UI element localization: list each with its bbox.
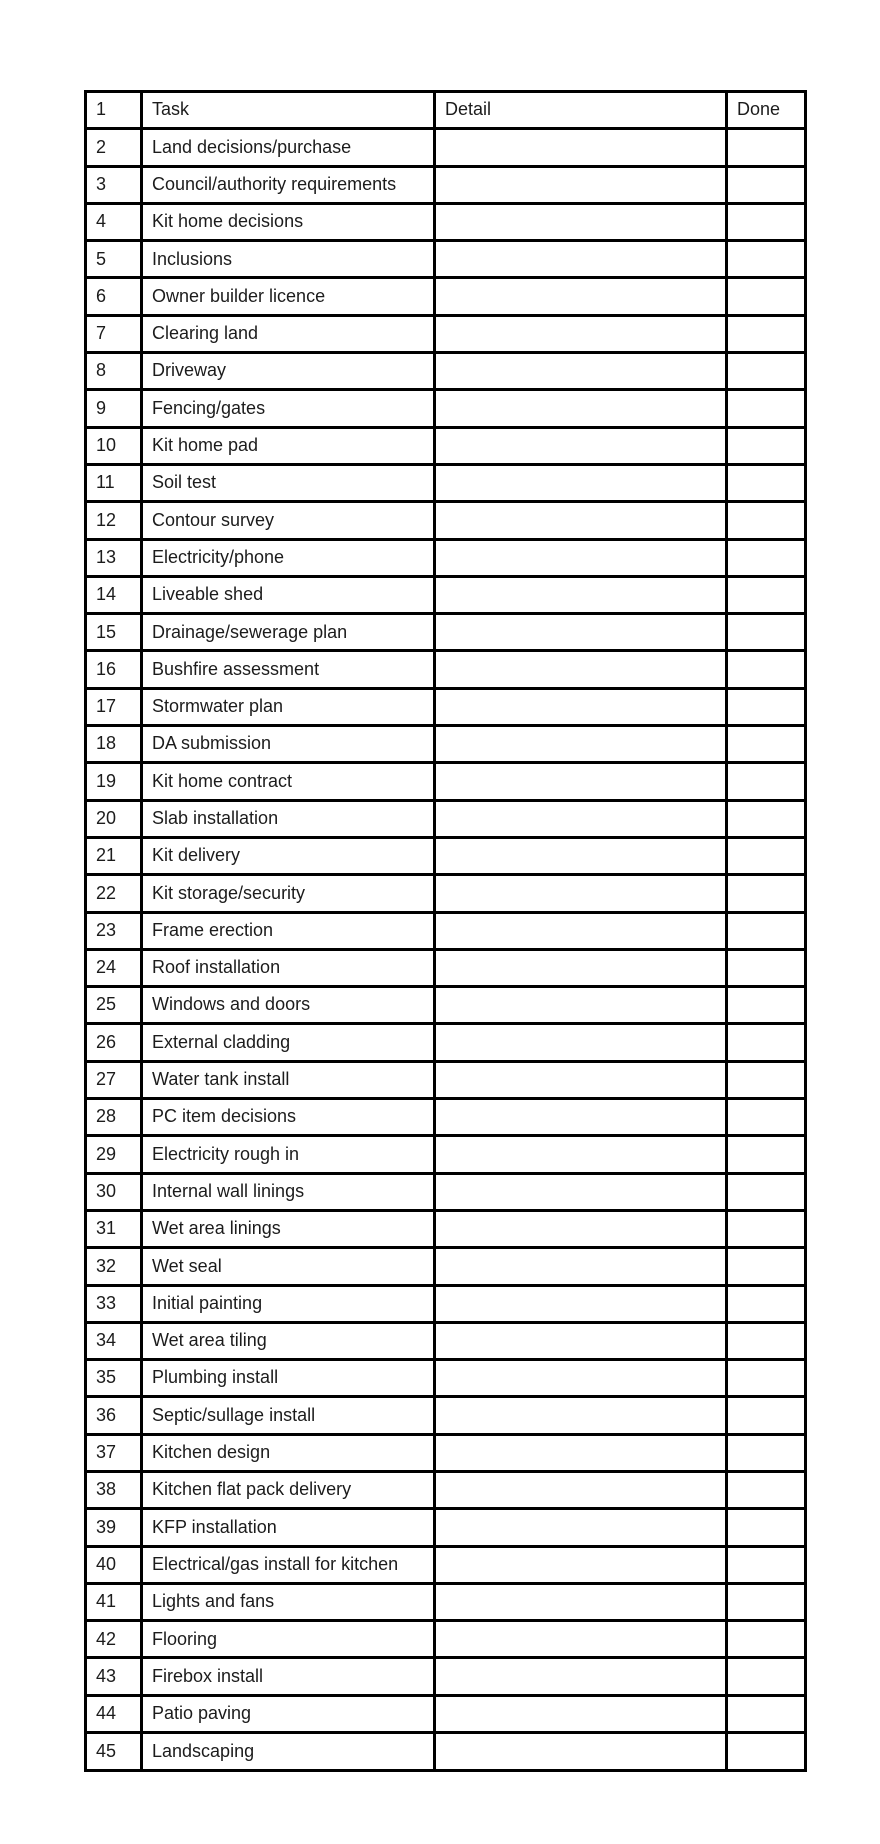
row-number: 41	[86, 1583, 142, 1620]
task-cell: Drainage/sewerage plan	[142, 614, 435, 651]
detail-cell	[435, 651, 727, 688]
table-row	[86, 837, 806, 874]
row-number: 11	[86, 464, 142, 501]
row-number: 14	[86, 576, 142, 613]
row-number: 6	[86, 278, 142, 315]
row-number: 19	[86, 763, 142, 800]
detail-cell	[435, 203, 727, 240]
row-number: 21	[86, 837, 142, 874]
done-cell	[727, 1061, 806, 1098]
task-cell: Council/authority requirements	[142, 166, 435, 203]
done-cell	[727, 1583, 806, 1620]
task-cell: Stormwater plan	[142, 688, 435, 725]
done-cell	[727, 1658, 806, 1695]
table-row	[86, 1061, 806, 1098]
row-number: 25	[86, 987, 142, 1024]
detail-cell	[435, 1061, 727, 1098]
task-cell: Septic/sullage install	[142, 1397, 435, 1434]
task-cell: Owner builder licence	[142, 278, 435, 315]
task-cell: Roof installation	[142, 949, 435, 986]
table-row	[86, 390, 806, 427]
detail-cell	[435, 1136, 727, 1173]
task-cell: Kit home decisions	[142, 203, 435, 240]
done-cell	[727, 837, 806, 874]
row-number: 15	[86, 614, 142, 651]
task-cell: Contour survey	[142, 502, 435, 539]
row-number: 27	[86, 1061, 142, 1098]
detail-cell	[435, 1621, 727, 1658]
table-row	[86, 800, 806, 837]
detail-cell	[435, 1210, 727, 1247]
task-cell: Windows and doors	[142, 987, 435, 1024]
table-row	[86, 1136, 806, 1173]
task-cell: Slab installation	[142, 800, 435, 837]
task-cell: Wet area linings	[142, 1210, 435, 1247]
detail-cell	[435, 1173, 727, 1210]
done-cell	[727, 688, 806, 725]
task-cell: Electricity/phone	[142, 539, 435, 576]
header-row	[86, 92, 806, 129]
task-cell: KFP installation	[142, 1509, 435, 1546]
done-cell	[727, 203, 806, 240]
task-cell: Kit home contract	[142, 763, 435, 800]
done-cell	[727, 1733, 806, 1771]
task-cell: DA submission	[142, 726, 435, 763]
done-cell	[727, 1509, 806, 1546]
done-cell	[727, 1434, 806, 1471]
done-cell	[727, 539, 806, 576]
done-cell	[727, 875, 806, 912]
row-number: 30	[86, 1173, 142, 1210]
detail-cell	[435, 763, 727, 800]
detail-cell	[435, 129, 727, 166]
detail-cell	[435, 464, 727, 501]
done-cell	[727, 1322, 806, 1359]
done-cell	[727, 912, 806, 949]
task-cell: Electrical/gas install for kitchen	[142, 1546, 435, 1583]
done-cell	[727, 166, 806, 203]
header-row-number: 1	[86, 92, 142, 129]
table-row	[86, 427, 806, 464]
row-number: 31	[86, 1210, 142, 1247]
detail-cell	[435, 1733, 727, 1771]
task-cell: Kit home pad	[142, 427, 435, 464]
table-row	[86, 166, 806, 203]
table-row	[86, 1509, 806, 1546]
done-cell	[727, 315, 806, 352]
table-row	[86, 1471, 806, 1508]
row-number: 3	[86, 166, 142, 203]
task-cell: Water tank install	[142, 1061, 435, 1098]
done-cell	[727, 987, 806, 1024]
detail-cell	[435, 1397, 727, 1434]
row-number: 26	[86, 1024, 142, 1061]
table-row	[86, 203, 806, 240]
row-number: 2	[86, 129, 142, 166]
done-cell	[727, 651, 806, 688]
row-number: 9	[86, 390, 142, 427]
detail-cell	[435, 166, 727, 203]
detail-cell	[435, 539, 727, 576]
task-cell: Fencing/gates	[142, 390, 435, 427]
row-number: 36	[86, 1397, 142, 1434]
row-number: 29	[86, 1136, 142, 1173]
table-row	[86, 129, 806, 166]
detail-cell	[435, 726, 727, 763]
row-number: 22	[86, 875, 142, 912]
table-row	[86, 1248, 806, 1285]
task-cell: External cladding	[142, 1024, 435, 1061]
done-cell	[727, 1546, 806, 1583]
detail-cell	[435, 912, 727, 949]
task-cell: Electricity rough in	[142, 1136, 435, 1173]
task-cell: Initial painting	[142, 1285, 435, 1322]
done-cell	[727, 278, 806, 315]
detail-cell	[435, 1658, 727, 1695]
table-row	[86, 1695, 806, 1732]
task-cell: Wet seal	[142, 1248, 435, 1285]
row-number: 45	[86, 1733, 142, 1771]
done-cell	[727, 353, 806, 390]
detail-cell	[435, 502, 727, 539]
done-cell	[727, 1397, 806, 1434]
task-cell: Clearing land	[142, 315, 435, 352]
detail-cell	[435, 1509, 727, 1546]
task-cell: Kit storage/security	[142, 875, 435, 912]
done-cell	[727, 129, 806, 166]
done-cell	[727, 241, 806, 278]
table-row	[86, 1733, 806, 1771]
task-cell: Patio paving	[142, 1695, 435, 1732]
done-cell	[727, 1621, 806, 1658]
table-row	[86, 502, 806, 539]
table-row	[86, 651, 806, 688]
table-row	[86, 1173, 806, 1210]
table-row	[86, 726, 806, 763]
detail-cell	[435, 837, 727, 874]
row-number: 8	[86, 353, 142, 390]
detail-cell	[435, 949, 727, 986]
task-cell: Liveable shed	[142, 576, 435, 613]
table-row	[86, 576, 806, 613]
detail-cell	[435, 987, 727, 1024]
row-number: 40	[86, 1546, 142, 1583]
task-cell: Driveway	[142, 353, 435, 390]
task-cell: Inclusions	[142, 241, 435, 278]
done-cell	[727, 800, 806, 837]
detail-cell	[435, 576, 727, 613]
row-number: 23	[86, 912, 142, 949]
table-row	[86, 912, 806, 949]
done-cell	[727, 1695, 806, 1732]
table-row	[86, 241, 806, 278]
task-cell: Landscaping	[142, 1733, 435, 1771]
table-row	[86, 763, 806, 800]
detail-cell	[435, 614, 727, 651]
detail-cell	[435, 1434, 727, 1471]
table-row	[86, 614, 806, 651]
row-number: 38	[86, 1471, 142, 1508]
row-number: 17	[86, 688, 142, 725]
table-row	[86, 1621, 806, 1658]
done-cell	[727, 576, 806, 613]
row-number: 12	[86, 502, 142, 539]
table-row	[86, 1583, 806, 1620]
detail-cell	[435, 1024, 727, 1061]
table-row	[86, 278, 806, 315]
row-number: 28	[86, 1099, 142, 1136]
row-number: 37	[86, 1434, 142, 1471]
detail-cell	[435, 1695, 727, 1732]
table-row	[86, 1397, 806, 1434]
row-number: 32	[86, 1248, 142, 1285]
table-row	[86, 464, 806, 501]
detail-cell	[435, 688, 727, 725]
done-cell	[727, 1210, 806, 1247]
table-row	[86, 1546, 806, 1583]
detail-column-header: Detail	[435, 92, 727, 129]
row-number: 4	[86, 203, 142, 240]
table-row	[86, 1360, 806, 1397]
detail-cell	[435, 278, 727, 315]
table-row	[86, 1434, 806, 1471]
task-cell: Wet area tiling	[142, 1322, 435, 1359]
done-cell	[727, 1285, 806, 1322]
done-cell	[727, 1248, 806, 1285]
done-cell	[727, 763, 806, 800]
task-column-header: Task	[142, 92, 435, 129]
done-cell	[727, 1173, 806, 1210]
table-row	[86, 1658, 806, 1695]
row-number: 44	[86, 1695, 142, 1732]
task-cell: Soil test	[142, 464, 435, 501]
row-number: 18	[86, 726, 142, 763]
done-cell	[727, 390, 806, 427]
detail-cell	[435, 427, 727, 464]
task-cell: Flooring	[142, 1621, 435, 1658]
row-number: 35	[86, 1360, 142, 1397]
done-cell	[727, 1024, 806, 1061]
done-cell	[727, 502, 806, 539]
checklist-table	[84, 90, 807, 1772]
task-cell: Frame erection	[142, 912, 435, 949]
row-number: 24	[86, 949, 142, 986]
table-row	[86, 1024, 806, 1061]
detail-cell	[435, 1285, 727, 1322]
task-cell: Lights and fans	[142, 1583, 435, 1620]
table-row	[86, 688, 806, 725]
task-cell: Kit delivery	[142, 837, 435, 874]
detail-cell	[435, 1322, 727, 1359]
row-number: 33	[86, 1285, 142, 1322]
task-cell: PC item decisions	[142, 1099, 435, 1136]
table-row	[86, 949, 806, 986]
task-cell: Land decisions/purchase	[142, 129, 435, 166]
task-cell: Kitchen flat pack delivery	[142, 1471, 435, 1508]
task-cell: Bushfire assessment	[142, 651, 435, 688]
done-cell	[727, 1136, 806, 1173]
done-cell	[727, 1471, 806, 1508]
row-number: 43	[86, 1658, 142, 1695]
done-cell	[727, 464, 806, 501]
table-row	[86, 353, 806, 390]
detail-cell	[435, 1583, 727, 1620]
table-row	[86, 1210, 806, 1247]
detail-cell	[435, 241, 727, 278]
detail-cell	[435, 1471, 727, 1508]
row-number: 20	[86, 800, 142, 837]
row-number: 39	[86, 1509, 142, 1546]
task-cell: Kitchen design	[142, 1434, 435, 1471]
row-number: 10	[86, 427, 142, 464]
detail-cell	[435, 353, 727, 390]
done-cell	[727, 427, 806, 464]
task-cell: Firebox install	[142, 1658, 435, 1695]
detail-cell	[435, 315, 727, 352]
table-row	[86, 315, 806, 352]
table-row	[86, 1322, 806, 1359]
detail-cell	[435, 1248, 727, 1285]
detail-cell	[435, 1099, 727, 1136]
done-cell	[727, 1099, 806, 1136]
table-row	[86, 1099, 806, 1136]
done-cell	[727, 949, 806, 986]
detail-cell	[435, 875, 727, 912]
task-cell: Plumbing install	[142, 1360, 435, 1397]
row-number: 34	[86, 1322, 142, 1359]
row-number: 5	[86, 241, 142, 278]
row-number: 16	[86, 651, 142, 688]
detail-cell	[435, 800, 727, 837]
table-row	[86, 987, 806, 1024]
table-row	[86, 1285, 806, 1322]
done-cell	[727, 614, 806, 651]
table-row	[86, 875, 806, 912]
row-number: 13	[86, 539, 142, 576]
table-row	[86, 539, 806, 576]
task-cell: Internal wall linings	[142, 1173, 435, 1210]
done-cell	[727, 726, 806, 763]
done-cell	[727, 1360, 806, 1397]
detail-cell	[435, 1546, 727, 1583]
done-column-header: Done	[727, 92, 806, 129]
detail-cell	[435, 390, 727, 427]
detail-cell	[435, 1360, 727, 1397]
row-number: 7	[86, 315, 142, 352]
row-number: 42	[86, 1621, 142, 1658]
